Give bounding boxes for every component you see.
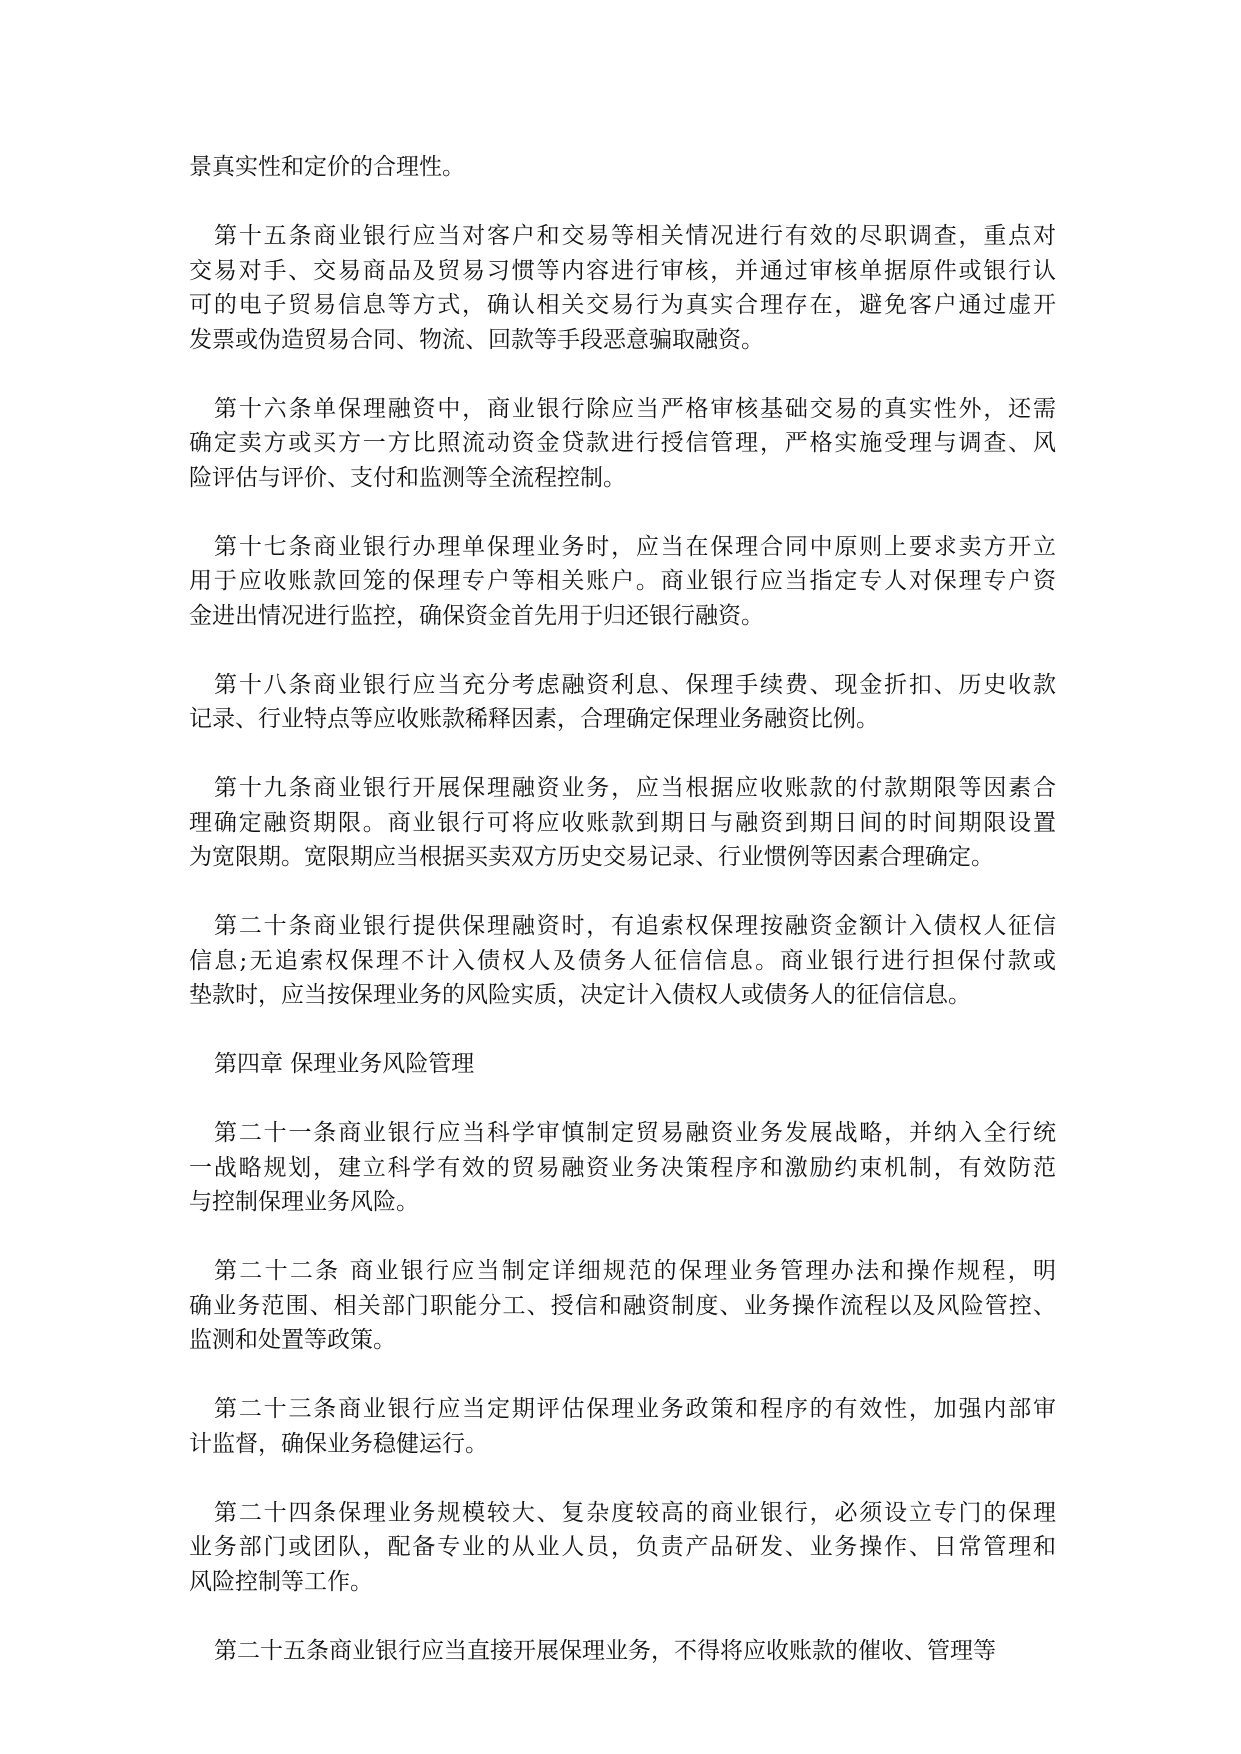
article-paragraph	[189, 1116, 1056, 1220]
text-line: 金进出情况进行监控，确保资金首先用于归还银行融资。	[189, 602, 764, 629]
text-line: 理确定融资期限。商业银行可将应收账款到期日与融资到期日间的时间期限设置	[189, 809, 1056, 836]
text-line: 第二十四条保理业务规模较大、复杂度较高的商业银行，必须设立专门的保理	[214, 1499, 1056, 1526]
text-line: 第十五条商业银行应当对客户和交易等相关情况进行有效的尽职调查，重点对	[214, 223, 1056, 249]
text-line: 第二十二条 商业银行应当制定详细规范的保理业务管理办法和操作规程，明	[214, 1258, 1056, 1284]
text-line: 第二十三条商业银行应当定期评估保理业务政策和程序的有效性，加强内部审	[214, 1396, 1056, 1422]
chapter-heading	[189, 1047, 1056, 1082]
text-line: 第四章 保理业务风险管理	[214, 1051, 475, 1077]
text-line: 一战略规划，建立科学有效的贸易融资业务决策程序和激励约束机制，有效防范	[189, 1154, 1056, 1181]
text-line: 第二十条商业银行提供保理融资时，有追索权保理按融资金额计入债权人征信	[214, 913, 1056, 939]
article-paragraph	[189, 219, 1056, 357]
text-line: 第二十五条商业银行应当直接开展保理业务，不得将应收账款的催收、管理等	[214, 1637, 996, 1664]
article-paragraph	[189, 771, 1056, 875]
article-paragraph	[189, 1392, 1056, 1461]
text-line: 风险控制等工作。	[189, 1568, 373, 1595]
text-line: 第十八条商业银行应当充分考虑融资利息、保理手续费、现金折扣、历史收款	[214, 671, 1056, 698]
text-line: 景真实性和定价的合理性。	[189, 154, 465, 180]
text-line: 与控制保理业务风险。	[189, 1189, 419, 1215]
text-line: 计监督，确保业务稳健运行。	[189, 1430, 488, 1457]
text-line: 监测和处置等政策。	[189, 1327, 396, 1353]
text-line: 第二十一条商业银行应当科学审慎制定贸易融资业务发展战略，并纳入全行统	[214, 1120, 1056, 1146]
article-paragraph	[189, 1496, 1056, 1600]
text-line: 交易对手、交易商品及贸易习惯等内容进行审核，并通过审核单据原件或银行认	[189, 257, 1056, 284]
article-paragraph	[189, 392, 1056, 496]
text-line: 确业务范围、相关部门职能分工、授信和融资制度、业务操作流程以及风险管控、	[189, 1292, 1056, 1319]
text-line: 第十六条单保理融资中，商业银行除应当严格审核基础交易的真实性外，还需	[214, 395, 1056, 422]
text-line: 信息;无追索权保理不计入债权人及债务人征信信息。商业银行进行担保付款或	[189, 947, 1056, 974]
text-line: 垫款时，应当按保理业务的风险实质，决定计入债权人或债务人的征信信息。	[189, 982, 971, 1008]
document-body	[189, 150, 1056, 1703]
article-paragraph	[189, 1254, 1056, 1358]
text-line: 为宽限期。宽限期应当根据买卖双方历史交易记录、行业惯例等因素合理确定。	[189, 844, 994, 870]
text-line: 确定卖方或买方一方比照流动资金贷款进行授信管理，严格实施受理与调查、风	[189, 430, 1056, 456]
text-line: 发票或伪造贸易合同、物流、回款等手段恶意骗取融资。	[189, 326, 764, 353]
article-paragraph	[189, 530, 1056, 634]
text-line: 第十七条商业银行办理单保理业务时，应当在保理合同中原则上要求卖方开立	[214, 533, 1056, 560]
article-paragraph	[189, 668, 1056, 737]
article-paragraph	[189, 909, 1056, 1013]
text-line: 业务部门或团队，配备专业的从业人员，负责产品研发、业务操作、日常管理和	[189, 1534, 1056, 1560]
text-line: 险评估与评价、支付和监测等全流程控制。	[189, 464, 626, 491]
text-line: 可的电子贸易信息等方式，确认相关交易行为真实合理存在，避免客户通过虚开	[189, 292, 1056, 318]
text-line: 记录、行业特点等应收账款稀释因素，合理确定保理业务融资比例。	[189, 706, 879, 732]
article-paragraph	[189, 1634, 1056, 1669]
text-line: 第十九条商业银行开展保理融资业务，应当根据应收账款的付款期限等因素合	[214, 775, 1056, 801]
paragraph-continuation	[189, 150, 1056, 185]
text-line: 用于应收账款回笼的保理专户等相关账户。商业银行应当指定专人对保理专户资	[189, 568, 1056, 594]
